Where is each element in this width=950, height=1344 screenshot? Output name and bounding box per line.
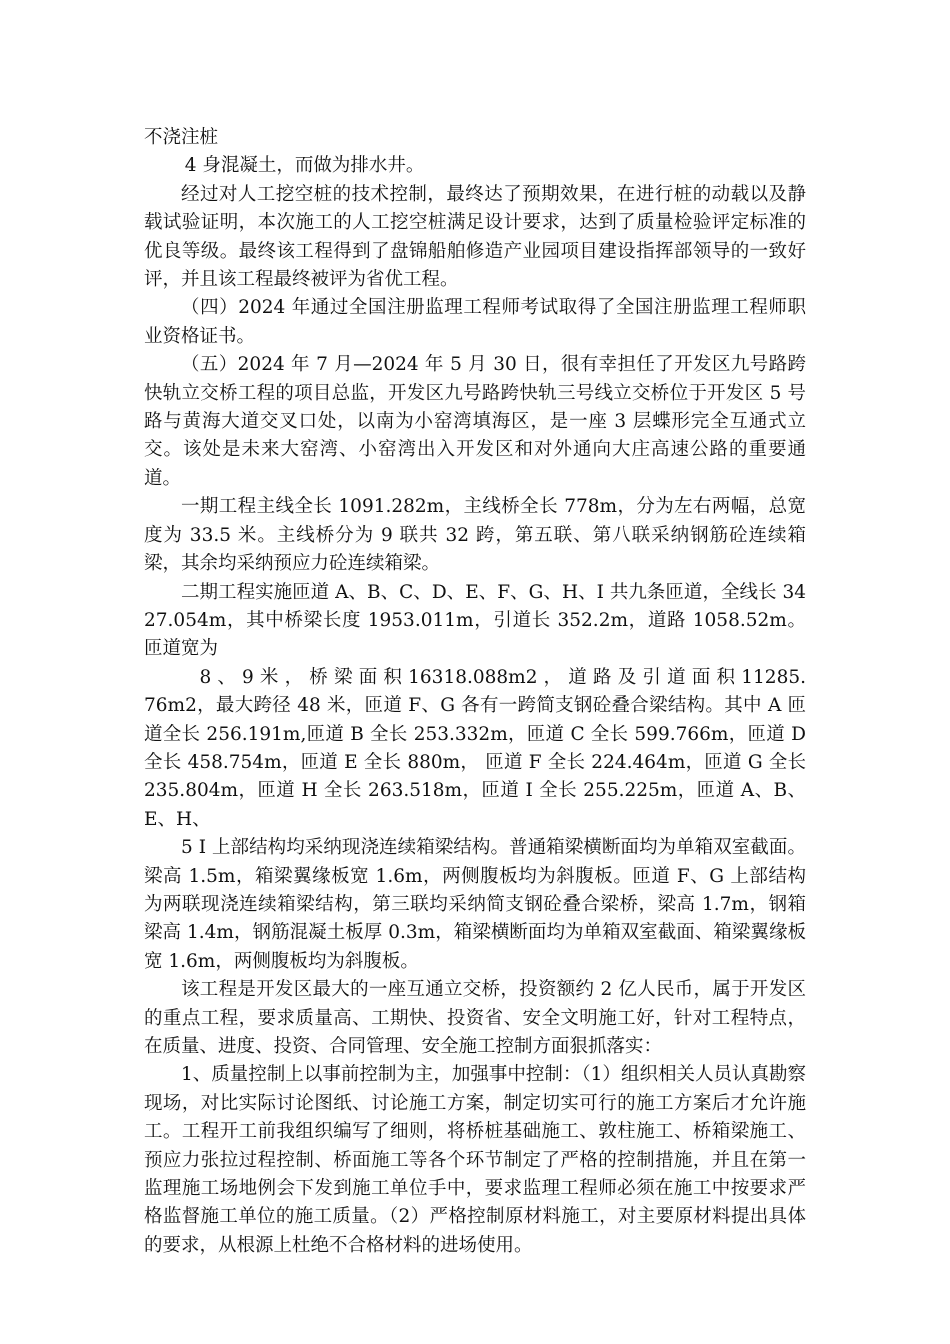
paragraph-project-overview: 该工程是开发区最大的一座互通立交桥，投资额约 2 亿人民币，属于开发区的重点工程，要求质量高、工期快、投资省、安全文明施工好，针对工程特点，在质量、进度、投资、合同管理、安全施工控制方面狠抓落实： [144, 979, 806, 1057]
document-body [144, 124, 806, 1260]
paragraph-superstructure: 5 I 上部结构均采纳现浇连续箱梁结构。普通箱梁横断面均为单箱双室截面。梁高 1.5m，箱梁翼缘板宽 1.6m，两侧腹板均为斜腹板。匝道 F、G 上部结构为两联现浇连续箱梁结构，第三联均采纳简支钢砼叠合梁桥，梁高 1.7m，钢箱梁高 1.4m，钢筋混凝土板厚 0.3m，箱梁横断面均为单箱双室截面、箱梁翼缘板宽 1.6m，两侧腹板均为斜腹板。 [144, 837, 806, 972]
paragraph-pile-fragment: 不浇注桩 [144, 127, 219, 148]
paragraph-phase-two: 二期工程实施匝道 A、B、C、D、E、F、G、H、I 共九条匝道，全线长 3427.054m，其中桥梁长度 1953.011m，引道长 352.2m，道路 1058.52m。匝道宽为 [144, 581, 806, 660]
paragraph-project-director: （五）2024 年 7 月—2024 年 5 月 30 日，很有幸担任了开发区九号路跨快轨立交桥工程的项目总监，开发区九号路跨快轨三号线立交桥位于开发区 5 号路与黄海大道交叉口处，以南为小窑湾填海区，是一座 3 层蝶形完全互通式立交。该处是未来大窑湾、小窑湾出入开发区和对外通向大庄高速公路的重要通道。 [144, 354, 806, 489]
paragraph-certificate: （四）2024 年通过全国注册监理工程师考试取得了全国注册监理工程师职业资格证书。 [144, 297, 806, 347]
paragraph-drainage-well: 4 身混凝土，而做为排水井。 [184, 155, 425, 177]
paragraph-phase-one: 一期工程主线全长 1091.282m，主线桥全长 778m，分为左右两幅，总宽度为 33.5 米。主线桥分为 9 联共 32 跨，第五联、第八联采纳钢筋砼连续箱梁，其余均采纳预应力砼连续箱梁。 [144, 496, 806, 575]
paragraph-quality-control: 1、质量控制上以事前控制为主，加强事中控制：（1）组织相关人员认真勘察现场，对比实际讨论图纸、讨论施工方案，制定切实可行的施工方案后才允许施工。工程开工前我组织编写了细则，将桥桩基础施工、敦柱施工、桥箱梁施工、预应力张拉过程控制、桥面施工等各个环节制定了严格的控制措施，并且在第一监理施工场地例会下发到施工单位手中，要求监理工程师必须在施工中按要求严格监督施工单位的施工质量。（2）严格控制原材料施工，对主要原材料提出具体的要求，从根源上杜绝不合格材料的进场使用。 [144, 1064, 806, 1256]
paragraph-pile-result: 经过对人工挖空桩的技术控制，最终达了预期效果，在进行桩的动载以及静载试验证明，本次施工的人工挖空桩满足设计要求，达到了质量检验评定标准的优良等级。最终该工程得到了盘锦船舶修造产业园项目建设指挥部领导的一致好评，并且该工程最终被评为省优工程。 [144, 183, 806, 291]
paragraph-ramp-dimensions: 8 、 9 米 ， 桥 梁 面 积 16318.088m2 ， 道 路 及 引 道 面 积 11285.76m2，最大跨径 48 米，匝道 F、G 各有一跨简支钢砼叠合梁结构。其中 A 匝道全长 256.191m,匝道 B 全长 253.332m，匝道 C 全长 599.766m，匝道 D 全长 458.754m，匝道 E 全长 880m， 匝道 F 全长 224.464m，匝道 G 全长 235.804m，匝道 H 全长 263.518m，匝道 I 全长 255.225m，匝道 A、B、E、H、 [144, 666, 806, 830]
